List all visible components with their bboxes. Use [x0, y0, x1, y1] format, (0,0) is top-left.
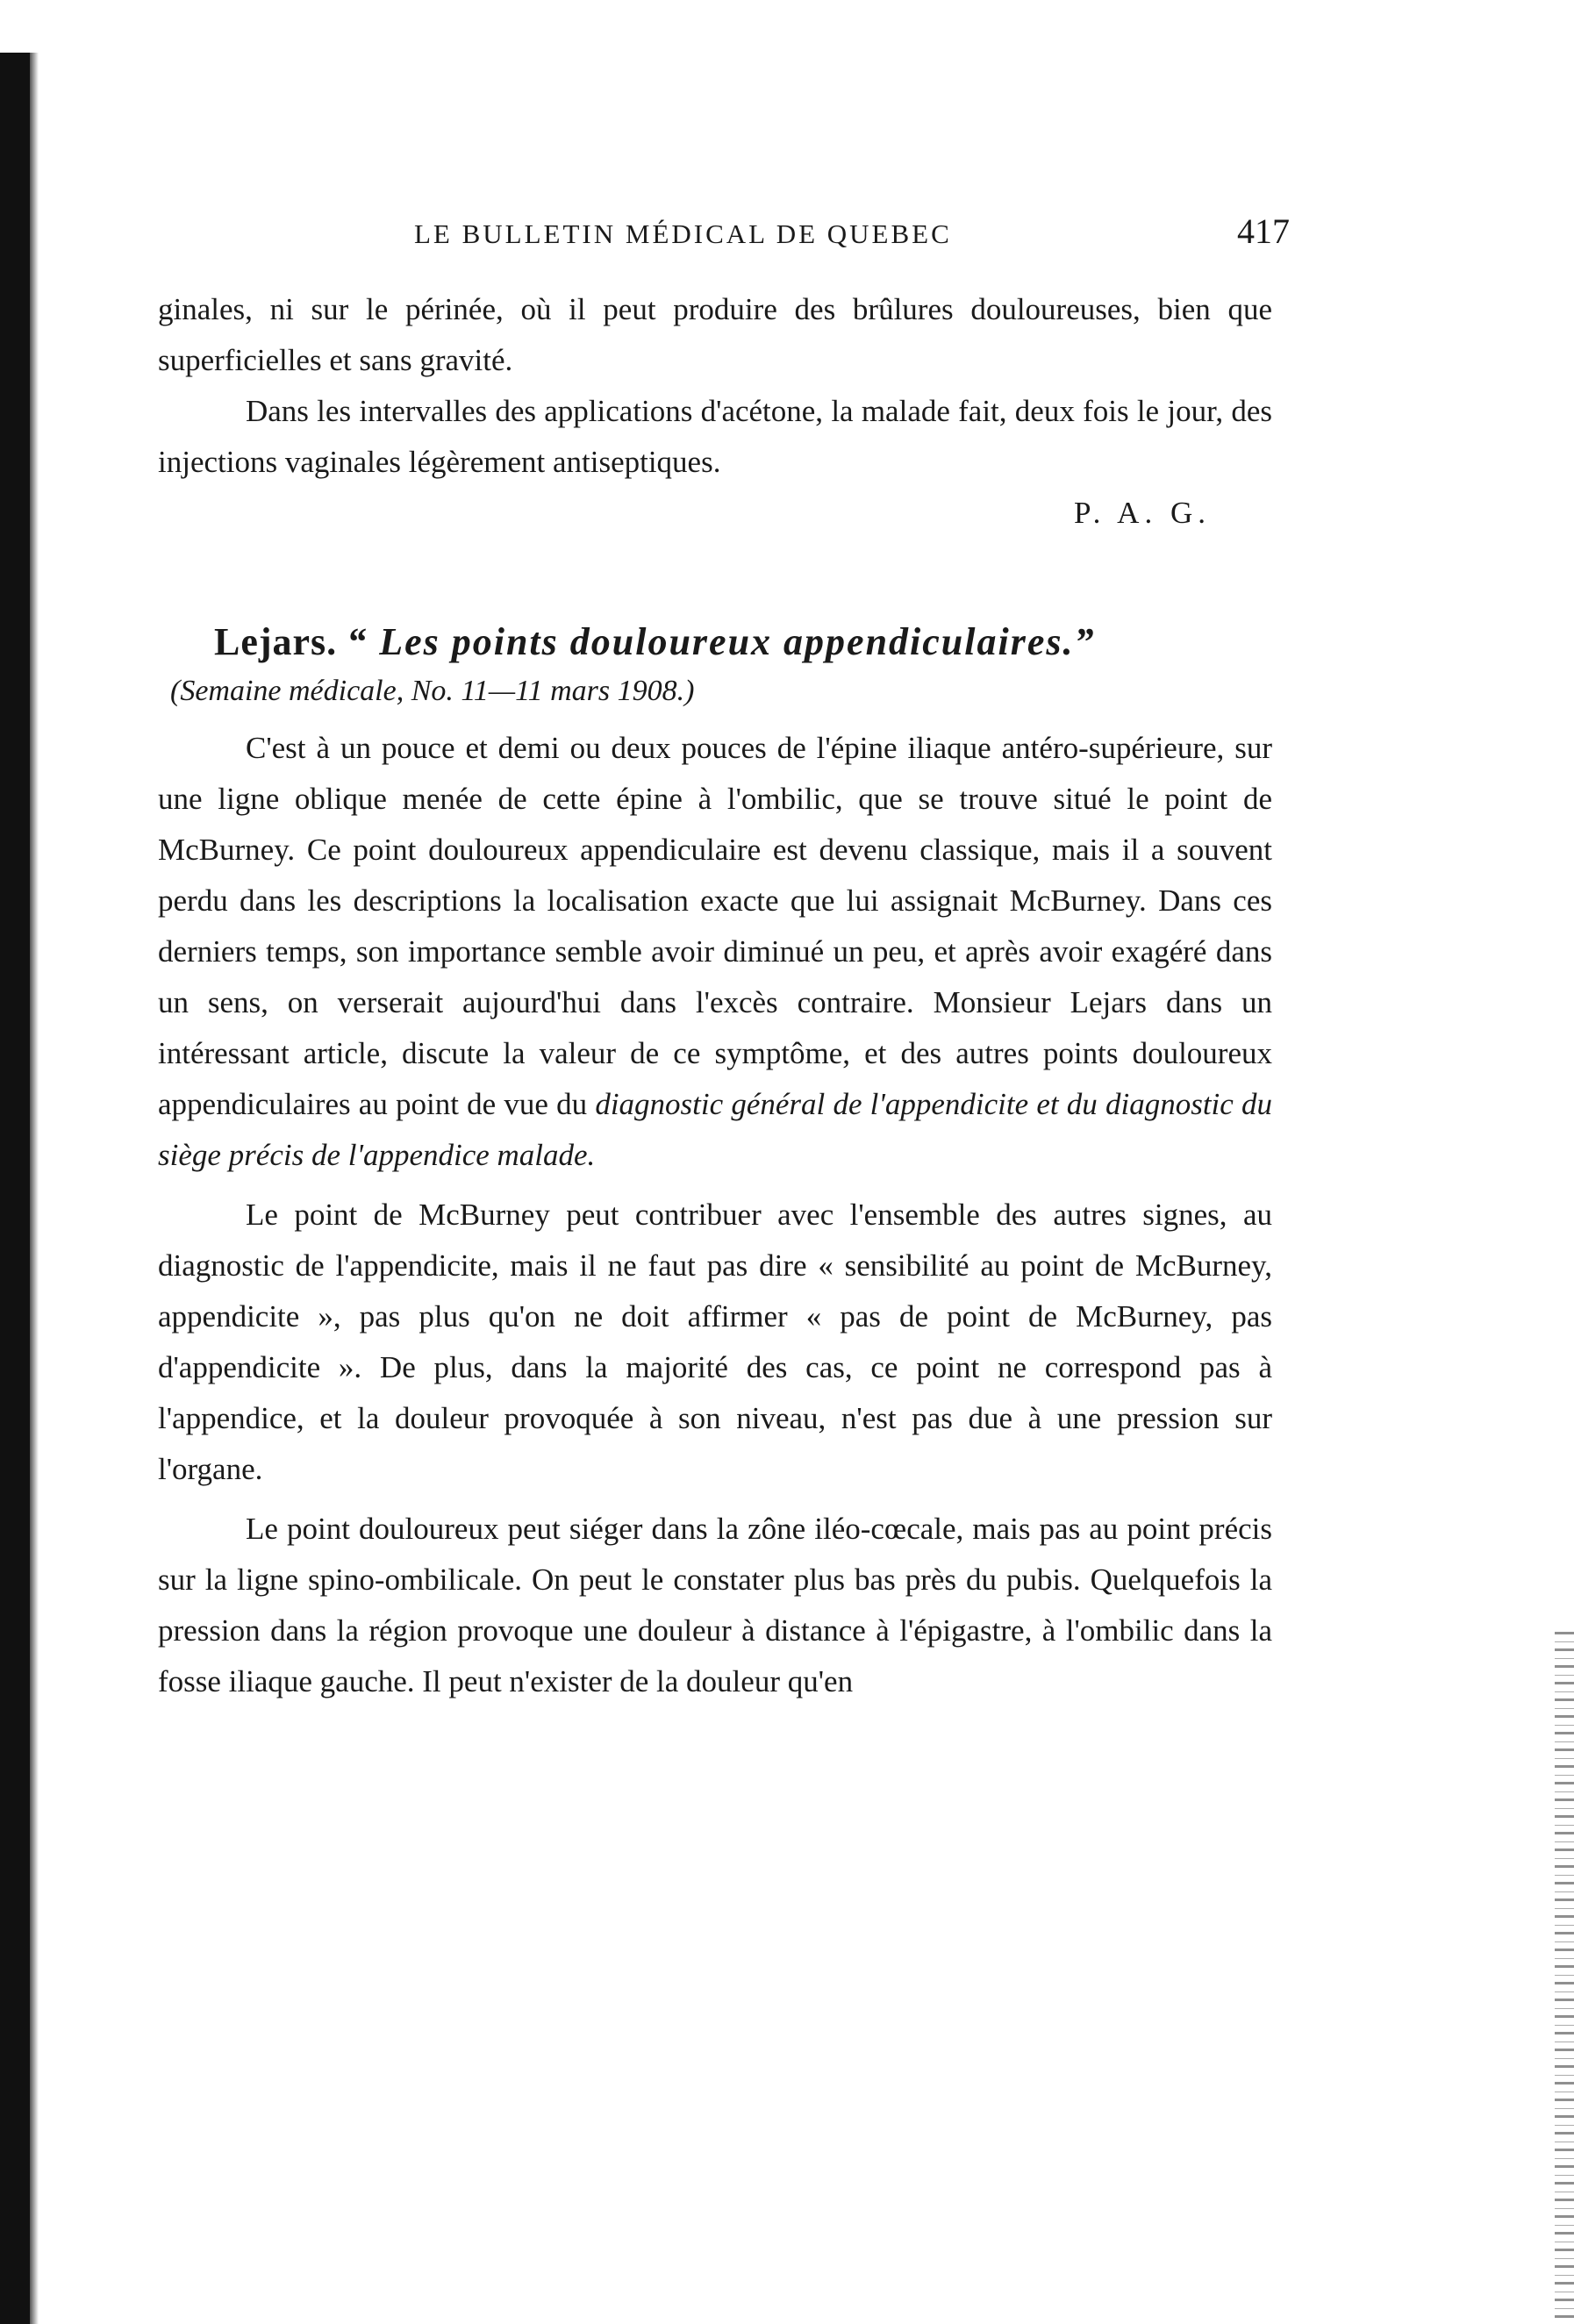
article-citation: (Semaine médicale, No. 11—11 mars 1908.): [170, 675, 695, 707]
running-head: [158, 211, 1290, 254]
running-title: LE BULLETIN MÉDICAL DE QUEBEC: [414, 218, 952, 249]
author-signature: P. A. G.: [1074, 496, 1211, 530]
article-paragraph-2: Le point de McBurney peut contribuer avec l'ensemble des autres signes, au diagnostic de l'appendicite, mais il ne faut pas dire « sensibilité au point de McBurney, appendicite », pas plus qu'on ne doit affirmer « pas de point de McBurney, pas d'appendicite ». De plus, dans la majorité des cas, ce point ne correspond pas à l'appendice, et la douleur provoquée à son niveau, n'est pas due à une pression sur l'organe.: [158, 1198, 1272, 1486]
paragraph-1-emphasis: diagnostic général de l'appendicite et du diagnostic du siège précis de l'appendice malade.: [158, 1087, 1272, 1172]
article-author: Lejars.: [214, 620, 338, 663]
scan-binding-shadow: [30, 53, 39, 2324]
previous-article-paragraph: Dans les intervalles des applications d'acétone, la malade fait, deux fois le jour, des injections vaginales légèrement antiseptiques.: [158, 394, 1272, 479]
article-heading: [158, 616, 1272, 669]
scan-binding-edge: [0, 53, 30, 2324]
paragraph-1-text: C'est à un pouce et demi ou deux pouces de l'épine iliaque antéro-supérieure, sur une ligne oblique menée de cette épine à l'ombilic, que se trouve situé le point de McBurney. Ce point douloureux appendiculaire est devenu classique, mais il a souvent perdu dans les descriptions la localisation exacte que lui assignait McBurney. Dans ces derniers temps, son importance semble avoir diminué un peu, et après avoir exagéré dans un sens, on verserait aujourd'hui dans l'excès contraire. Monsieur Lejars dans un intéressant article, discute la valeur de ce symptôme, et des autres points douloureux appendiculaires au point de vue du: [158, 731, 1272, 1121]
continuation-text: ginales, ni sur le périnée, où il peut produire des brûlures douloureuses, bien que superficielles et sans gravité.: [158, 292, 1272, 377]
page-number: 417: [1237, 211, 1290, 251]
article-title: “ Les points douloureux appendiculaires.”: [347, 620, 1096, 663]
article-paragraph-1: [158, 723, 1272, 1181]
scan-edge-speckle: [1555, 1632, 1574, 2324]
article-paragraph-3: Le point douloureux peut siéger dans la zône iléo-cœcale, mais pas au point précis sur la ligne spino-ombilicale. On peut le constater plus bas près du pubis. Quelquefois la pression dans la région provoque une douleur à distance à l'épigastre, à l'ombilic dans la fosse iliaque gauche. Il peut n'exister de la douleur qu'en: [158, 1512, 1272, 1698]
book-page: [158, 211, 1290, 1707]
